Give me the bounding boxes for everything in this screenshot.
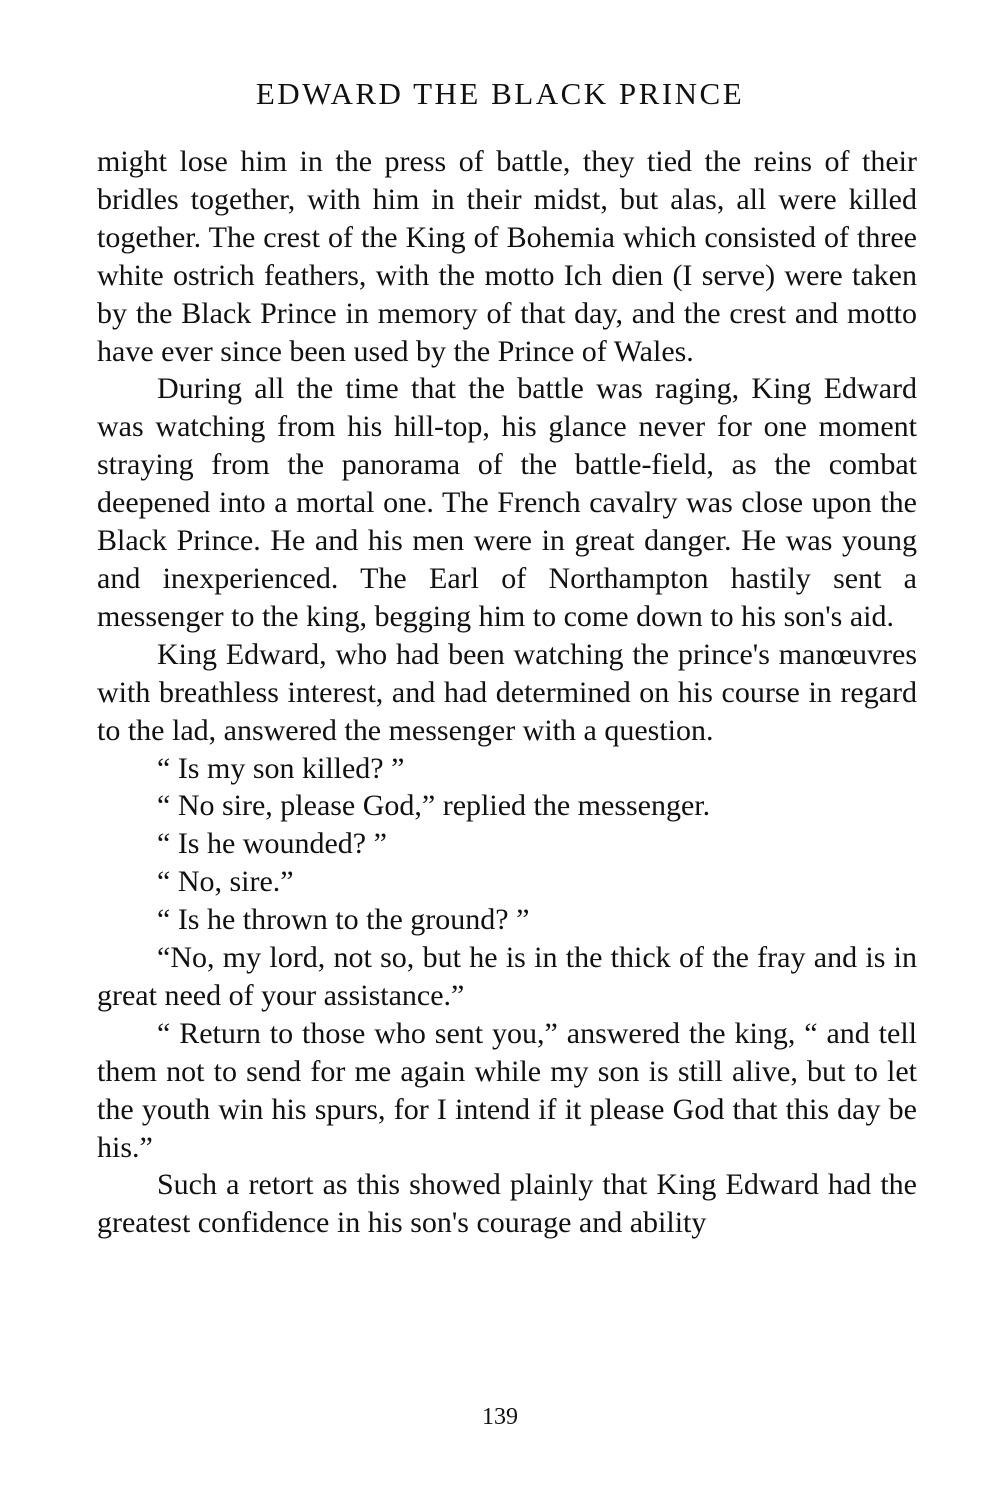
- dialogue-line: “No, my lord, not so, but he is in the thick of the fray and is in great need of your assistance.”: [97, 941, 917, 1012]
- paragraph: During all the time that the battle was raging, King Edward was watching from his hill-top, his glance never for one moment straying from the panorama of the battle-field, as the combat deepened into a mortal one. The French cavalry was close upon the Black Prince. He and his men were in great danger. He was young and inexperienced. The Earl of Northampton hastily sent a messenger to the king, begging him to come down to his son's aid.: [97, 372, 917, 633]
- dialogue-line: “ No sire, please God,” replied the messenger.: [157, 789, 711, 823]
- dialogue-line: “ No, sire.”: [157, 865, 294, 899]
- dialogue-line: “ Return to those who sent you,” answered the king, “ and tell them not to send for me again while my son is still alive, but to let the youth win his spurs, for I intend if it please God that this day be his.”: [97, 1016, 917, 1164]
- dialogue-line: “ Is he thrown to the ground? ”: [157, 903, 530, 937]
- paragraph-continued: might lose him in the press of battle, they tied the reins of their bridles together, with him in their midst, but alas, all were killed together. The crest of the King of Bohemia which consisted of three white ostrich feathers, with the motto Ich dien (I serve) were taken by the Black Prince in memory of that day, and the crest and motto have ever since been used by the Prince of Wales.: [97, 145, 917, 368]
- paragraph: King Edward, who had been watching the prince's manœuvres with breathless interest, and had determined on his course in regard to the lad, answered the messenger with a question.: [97, 637, 917, 747]
- running-title: EDWARD THE BLACK PRINCE: [255, 76, 745, 111]
- dialogue-line: “ Is my son killed? ”: [157, 751, 405, 785]
- body-text: [97, 143, 917, 1242]
- dialogue-line: “ Is he wounded? ”: [157, 827, 387, 861]
- page-number: 139: [482, 1404, 518, 1430]
- paragraph: Such a retort as this showed plainly that King Edward had the greatest confidence in his son's courage and ability: [97, 1168, 917, 1240]
